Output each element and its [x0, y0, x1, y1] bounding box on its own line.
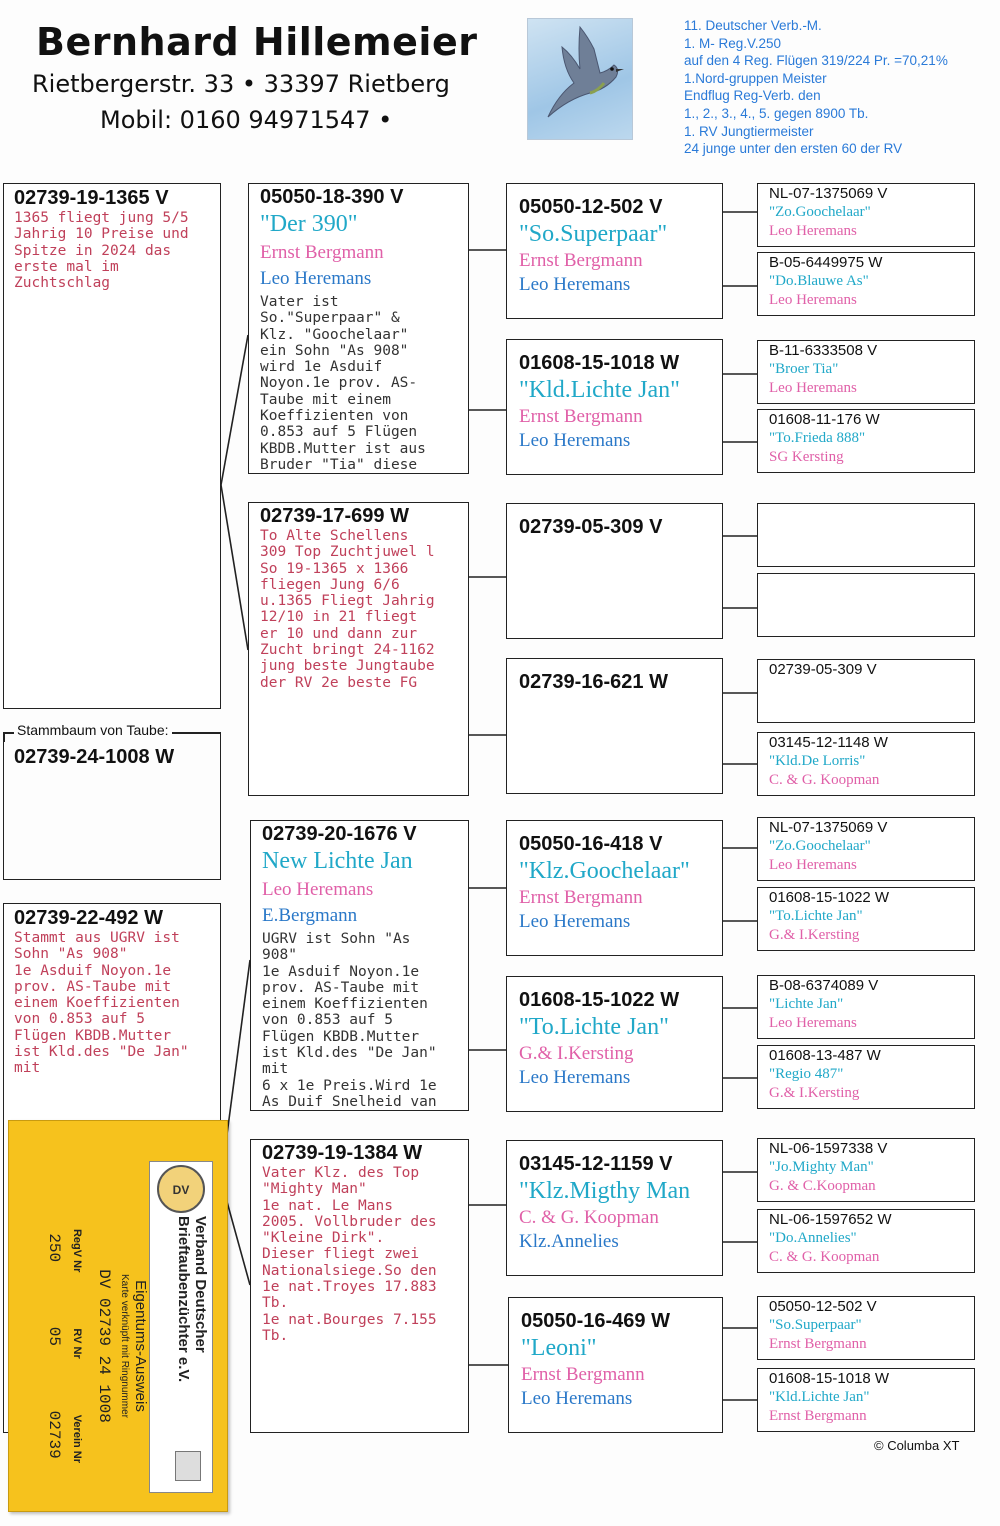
breeder-name: Bernhard Hillemeier [36, 20, 478, 64]
subject-ring: 02739-24-1008 W [14, 746, 175, 768]
card-org-line1: Verband Deutscher [192, 1216, 209, 1353]
gggp-name: "Broer Tia" [769, 361, 839, 377]
gggp-ring: 02739-05-309 V [769, 661, 877, 678]
gggp-owner: Ernst Bergmann [769, 1408, 867, 1424]
ggp-owner: Ernst Bergmann [519, 406, 643, 427]
gggp-name: "Jo.Mighty Man" [769, 1159, 874, 1175]
card-label-rv: RV Nr [71, 1328, 83, 1359]
gggp-box [757, 817, 975, 881]
ggp-ring: 01608-15-1022 W [519, 989, 680, 1011]
gggp-ring: NL-07-1375069 V [769, 185, 888, 202]
great-grandparent-box [506, 976, 723, 1112]
card-label-regv: RegV Nr [71, 1228, 83, 1273]
ggp-name: "So.Superpaar" [519, 221, 668, 247]
grandparent-ring: 05050-18-390 V [260, 186, 404, 208]
gggp-name: "Kld.De Lorris" [769, 753, 866, 769]
gggp-box [757, 1209, 975, 1273]
gggp-ring: 01608-13-487 W [769, 1047, 881, 1064]
grandparent-ring: 02739-19-1384 W [262, 1142, 423, 1164]
grandparent-box [250, 820, 469, 1111]
ggp-name: "Klz.Migthy Man [519, 1178, 691, 1204]
ggp-owner: C. & G. Koopman [519, 1207, 659, 1228]
gggp-name: "Zo.Goochelaar" [769, 204, 871, 220]
grandparent-notes: Vater Klz. des Top "Mighty Man" 1e nat. Le Mans 2005. Vollbruder des "Kleine Dirk". Dieser fliegt zwei Nationalsiege.So den 1e nat.Troyes 17.883 Tb. 1e nat.Bourges 7.155 Tb. [262, 1165, 437, 1344]
hologram-sticker-icon [175, 1451, 201, 1481]
gggp-owner: Leo Heremans [769, 292, 857, 308]
gggp-box [757, 975, 975, 1039]
card-value-rv: 05 [45, 1326, 63, 1346]
gggp-owner: Leo Heremans [769, 1015, 857, 1031]
gggp-ring: NL-06-1597338 V [769, 1140, 888, 1157]
ggp-co-owner: Klz.Annelies [519, 1231, 619, 1252]
ggp-co-owner: Leo Heremans [521, 1388, 633, 1409]
ggp-owner: Ernst Bergmann [519, 250, 643, 271]
gggp-ring: 01608-15-1018 W [769, 1370, 890, 1387]
great-grandparent-box [506, 820, 723, 956]
achievement-line: auf den 4 Reg. Flügen 319/224 Pr. =70,21% [684, 53, 948, 69]
gggp-ring: NL-07-1375069 V [769, 819, 888, 836]
achievement-line: Endflug Reg-Verb. den [684, 88, 821, 104]
subject-caption: Stammbaum von Taube: [14, 722, 172, 738]
gggp-box [757, 659, 975, 723]
gggp-name: "Kld.Lichte Jan" [769, 1389, 870, 1405]
card-label-verein: Verein Nr [71, 1414, 83, 1464]
achievement-line: 1. RV Jungtiermeister [684, 123, 814, 139]
gggp-box [757, 1045, 975, 1109]
grandparent-owner: Ernst Bergmann [260, 242, 384, 263]
gggp-ring: 01608-15-1022 W [769, 889, 890, 906]
ggp-ring: 05050-16-418 V [519, 833, 663, 855]
gggp-name: "So.Superpaar" [769, 1317, 862, 1333]
grandparent-owner: Leo Heremans [262, 879, 374, 900]
card-rotated-text [175, 1216, 209, 1486]
gggp-ring: 05050-12-502 V [769, 1298, 877, 1315]
ggp-ring: 02739-05-309 V [519, 516, 663, 538]
card-rotated-body [45, 1201, 149, 1491]
gggp-box-empty [757, 503, 975, 567]
gggp-name: "Regio 487" [769, 1066, 844, 1082]
card-org-line2: Brieftaubenzüchter e.V. [175, 1216, 192, 1383]
achievement-line: 1. M- Reg.V.250 [684, 35, 782, 51]
grandparent-name: "Der 390" [260, 211, 358, 237]
gggp-ring: B-05-6449975 W [769, 254, 883, 271]
gggp-box [757, 732, 975, 796]
ggp-ring: 05050-12-502 V [519, 196, 663, 218]
dam-notes: Stammt aus UGRV ist Sohn "As 908" 1e Asduif Noyon.1e prov. AS-Taube mit einem Koeffizienten von 0.853 auf 5 Flügen KBDB.Mutter ist Kld.des "De Jan" mit [14, 930, 189, 1077]
grandparent-co-owner: Leo Heremans [260, 268, 372, 289]
ggp-name: "To.Lichte Jan" [519, 1014, 669, 1040]
gggp-box [757, 1138, 975, 1202]
grandparent-notes: To Alte Schellens 309 Top Zuchtjuwel l So 19-1365 x 1366 fliegen Jung 6/6 u.1365 Fliegt Jahrig 12/10 in 21 fliegt er 10 und dann zur Zucht bringt 24-1162 jung beste Jungtaube der RV 2e beste FG [260, 528, 435, 691]
ggp-name: "Kld.Lichte Jan" [519, 377, 680, 403]
gggp-ring: B-11-6333508 V [769, 342, 878, 359]
gggp-box [757, 409, 975, 473]
gggp-owner: G.& I.Kersting [769, 927, 860, 943]
card-value-verein: 02739 [45, 1410, 63, 1459]
gggp-box [757, 252, 975, 316]
gggp-box [757, 183, 975, 247]
sire-notes: 1365 fliegt jung 5/5 Jahrig 10 Preise und Spitze in 2024 das erste mal im Zuchtschlag [14, 210, 189, 292]
gggp-ring: NL-06-1597652 W [769, 1211, 892, 1228]
gggp-name: "Zo.Goochelaar" [769, 838, 871, 854]
ggp-owner: Ernst Bergmann [521, 1364, 645, 1385]
ggp-ring: 05050-16-469 W [521, 1310, 670, 1332]
grandparent-box [248, 502, 469, 796]
copyright: © Columba XT [874, 1438, 960, 1453]
ggp-ring: 01608-15-1018 W [519, 352, 680, 374]
gggp-name: "Do.Annelies" [769, 1230, 857, 1246]
card-value-regv: 250 [45, 1233, 63, 1263]
ownership-card [8, 1120, 228, 1512]
gggp-name: "To.Lichte Jan" [769, 908, 863, 924]
card-logo-icon [157, 1165, 205, 1213]
gggp-owner: G. & C.Koopman [769, 1178, 876, 1194]
great-grandparent-box [506, 183, 723, 319]
ggp-co-owner: Leo Heremans [519, 1067, 631, 1088]
gggp-ring: 03145-12-1148 W [769, 734, 888, 751]
gggp-ring: 01608-11-176 W [769, 411, 880, 428]
grandparent-box [248, 183, 469, 474]
gggp-owner: C. & G. Koopman [769, 1249, 880, 1265]
gggp-name: "Lichte Jan" [769, 996, 844, 1012]
ggp-owner: Ernst Bergmann [519, 887, 643, 908]
achievement-line: 24 junge unter den ersten 60 der RV [684, 141, 903, 157]
gggp-owner: Ernst Bergmann [769, 1336, 867, 1352]
ggp-co-owner: Leo Heremans [519, 911, 631, 932]
gggp-box [757, 1296, 975, 1360]
ggp-co-owner: Leo Heremans [519, 430, 631, 451]
gggp-box [757, 340, 975, 404]
ggp-co-owner: Leo Heremans [519, 274, 631, 295]
great-grandparent-box [506, 1140, 723, 1276]
achievement-line: 11. Deutscher Verb.-M. [684, 18, 822, 33]
grandparent-box [250, 1139, 469, 1433]
svg-text:DV: DV [172, 1183, 190, 1197]
gggp-name: "To.Frieda 888" [769, 430, 866, 446]
card-subtitle: Karte verknüpft mit Ringnummer [119, 1274, 130, 1418]
card-title: Eigentums-Ausweis [132, 1280, 149, 1412]
card-ring: DV 02739 24 1008 [95, 1269, 113, 1423]
ggp-name: "Leoni" [521, 1335, 597, 1361]
gggp-owner: G.& I.Kersting [769, 1085, 860, 1101]
ggp-owner: G.& I.Kersting [519, 1043, 634, 1064]
gggp-ring: B-08-6374089 V [769, 977, 879, 994]
breeder-address: Rietbergerstr. 33 • 33397 Rietberg [32, 70, 450, 98]
sire-box [3, 183, 221, 709]
dam-ring: 02739-22-492 W [14, 907, 163, 929]
gggp-box-empty [757, 573, 975, 637]
gggp-name: "Do.Blauwe As" [769, 273, 869, 289]
grandparent-notes: Vater ist So."Superpaar" & Klz. "Goochelaar" ein Sohn "As 908" wird 1e Asduif Noyon.1e prov. AS- Taube mit einem Koeffizienten von 0.853 auf 5 Flügen KBDB.Mutter ist aus Bruder "Tia" diese [260, 294, 426, 473]
gggp-owner: Leo Heremans [769, 857, 857, 873]
grandparent-ring: 02739-20-1676 V [262, 823, 417, 845]
gggp-box [757, 1368, 975, 1432]
great-grandparent-box [508, 1297, 723, 1433]
ggp-ring: 02739-16-621 W [519, 671, 668, 693]
achievement-line: 1., 2., 3., 4., 5. gegen 8900 Tb. [684, 105, 869, 121]
grandparent-co-owner: E.Bergmann [262, 905, 358, 926]
gggp-owner: Leo Heremans [769, 380, 857, 396]
gggp-owner: SG Kersting [769, 449, 844, 465]
great-grandparent-box [506, 339, 723, 475]
gggp-box [757, 887, 975, 951]
grandparent-notes: UGRV ist Sohn "As 908" 1e Asduif Noyon.1e prov. AS-Taube mit einem Koeffizienten von 0.853 auf 5 Flügen KBDB.Mutter ist Kld.des "De Jan" mit 6 x 1e Preis.Wird 1e As Duif Snelheid van [262, 931, 437, 1110]
great-grandparent-box [506, 658, 723, 794]
ggp-ring: 03145-12-1159 V [519, 1153, 673, 1175]
achievement-line: 1.Nord-gruppen Meister [684, 70, 827, 86]
great-grandparent-box [506, 503, 723, 639]
breeder-mobile: Mobil: 0160 94971547 • [100, 106, 393, 134]
grandparent-name: New Lichte Jan [262, 848, 413, 874]
grandparent-ring: 02739-17-699 W [260, 505, 409, 527]
sire-ring: 02739-19-1365 V [14, 187, 169, 209]
gggp-owner: Leo Heremans [769, 223, 857, 239]
gggp-owner: C. & G. Koopman [769, 772, 880, 788]
ggp-name: "Klz.Goochelaar" [519, 858, 690, 884]
